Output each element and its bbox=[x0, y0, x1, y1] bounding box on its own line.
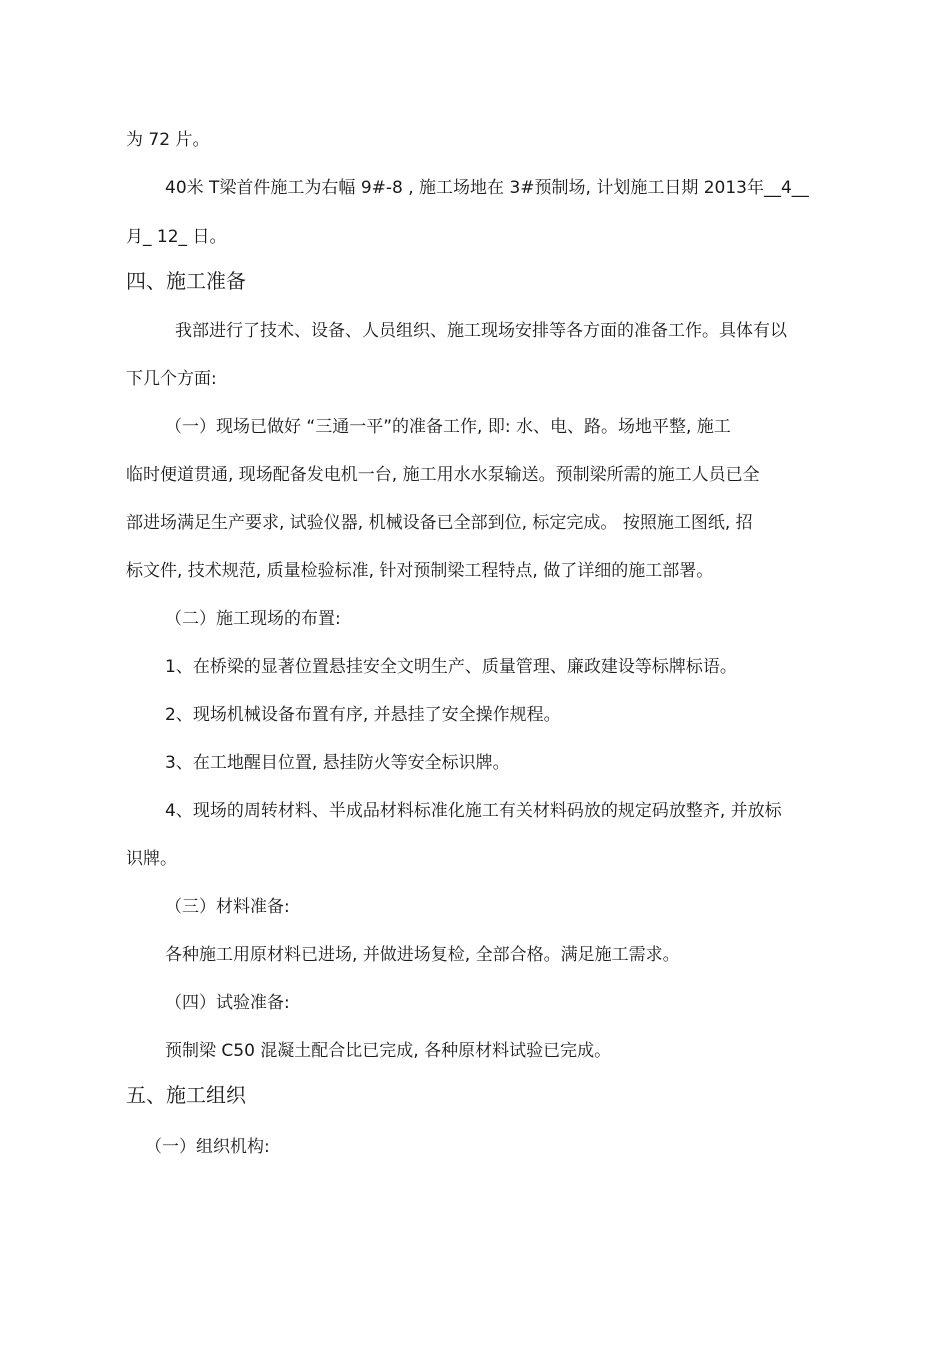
text-line: 临时便道贯通, 现场配备发电机一台, 施工用水水泵输送。预制梁所需的施工人员已全 bbox=[126, 465, 760, 485]
text-line: 识牌。 bbox=[126, 849, 177, 869]
subsection-heading: （四）试验准备: bbox=[165, 993, 290, 1013]
subsection-heading: （三）材料准备: bbox=[165, 897, 290, 917]
text-line: 部进场满足生产要求, 试验仪器, 机械设备已全部到位, 标定完成。 按照施工图纸, 招 bbox=[126, 513, 753, 533]
list-item: 1、在桥梁的显著位置悬挂安全文明生产、质量管理、廉政建设等标牌标语。 bbox=[165, 657, 737, 677]
section-heading-5: 五、施工组织 bbox=[126, 1083, 246, 1107]
list-item: 4、现场的周转材料、半成品材料标准化施工有关材料码放的规定码放整齐, 并放标 bbox=[165, 801, 782, 821]
list-item: 3、在工地醒目位置, 悬挂防火等安全标识牌。 bbox=[165, 753, 510, 773]
list-item: 2、现场机械设备布置有序, 并悬挂了安全操作规程。 bbox=[165, 705, 561, 725]
text-line: 下几个方面: bbox=[126, 369, 217, 389]
text-line: 标文件, 技术规范, 质量检验标准, 针对预制梁工程特点, 做了详细的施工部署。 bbox=[126, 561, 714, 581]
text-line: （一）现场已做好 “三通一平”的准备工作, 即: 水、电、路。场地平整, 施工 bbox=[165, 417, 731, 437]
subsection-heading: （二）施工现场的布置: bbox=[165, 609, 341, 629]
section-heading-4: 四、施工准备 bbox=[126, 269, 246, 293]
text-line: 月_ 12_ 日。 bbox=[126, 227, 227, 247]
text-line: 各种施工用原材料已进场, 并做进场复检, 全部合格。满足施工需求。 bbox=[165, 945, 680, 965]
text-line: 为 72 片。 bbox=[126, 130, 210, 150]
text-line: 40米 T梁首件施工为右幅 9#-8 , 施工场地在 3#预制场, 计划施工日期 2013年__4__ bbox=[165, 178, 809, 198]
subsection-heading: （一）组织机构: bbox=[145, 1137, 270, 1157]
text-line: 预制梁 C50 混凝土配合比已完成, 各种原材料试验已完成。 bbox=[165, 1041, 612, 1061]
text-line: 我部进行了技术、设备、人员组织、施工现场安排等各方面的准备工作。具体有以 bbox=[175, 321, 787, 341]
